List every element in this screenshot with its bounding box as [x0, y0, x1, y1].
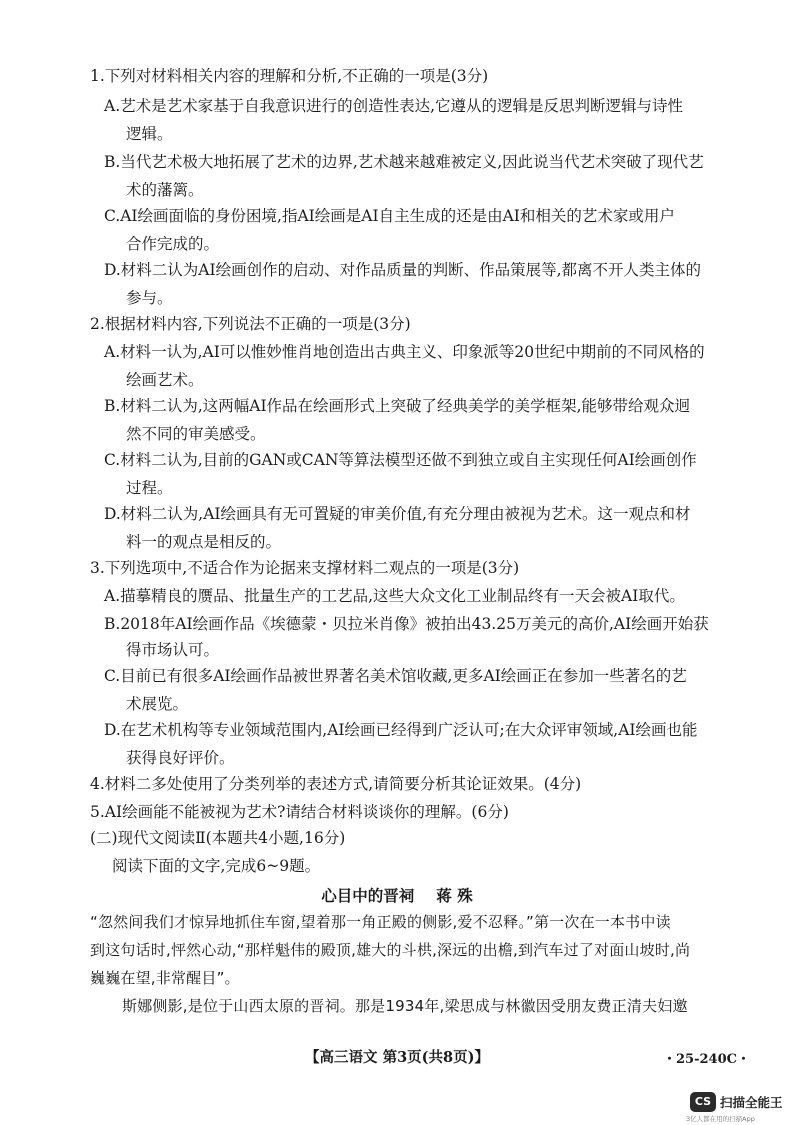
question-3-option-c: C.目前已有很多AI绘画作品被世界著名美术馆收藏,更多AI绘画正在参加一些著名的艺: [104, 667, 687, 685]
question-1-option-a: A.艺术是艺术家基于自我意识进行的创造性表达,它遵从的逻辑是反思判断逻辑与诗性: [104, 97, 684, 115]
question-3-option-a: A.描摹精良的赝品、批量生产的工艺品,这些大众文化工业制品终有一天会被AI取代。: [104, 587, 685, 605]
article-paragraph-1-line-3: 巍巍在望,非常醒目”。: [90, 969, 240, 987]
question-5: 5.AI绘画能不能被视为艺术?请结合材料谈谈你的理解。(6分): [90, 803, 509, 821]
scanner-tagline: 3亿人都在用的扫描App: [686, 1115, 755, 1123]
section-heading: (二)现代文阅读Ⅱ(本题共4小题,16分): [90, 829, 346, 847]
question-2-option-b: B.材料二认为,这两幅AI作品在绘画形式上突破了经典美学的美学框架,能够带给观众迥: [104, 397, 690, 415]
question-1-option-b: B.当代艺术极大地拓展了艺术的边界,艺术越来越难被定义,因此说当代艺术突破了现代艺: [104, 153, 704, 171]
exam-code: ・25-240C・: [663, 1052, 750, 1067]
article-author: 蒋 殊: [436, 887, 473, 905]
article-paragraph-1-line-1: “忽然间我们才惊异地抓住车窗,望着那一角正殿的侧影,爱不忍释。”第一次在一本书中读: [90, 913, 671, 931]
question-1-stem: 1.下列对材料相关内容的理解和分析,不正确的一项是(3分): [90, 67, 489, 85]
question-2-option-c: C.材料二认为,目前的GAN或CAN等算法模型还做不到独立或自主实现任何AI绘画创作: [104, 451, 697, 469]
question-2-option-d: D.材料二认为,AI绘画具有无可置疑的审美价值,有充分理由被视为艺术。这一观点和材: [104, 505, 691, 523]
question-2-option-a: A.材料一认为,AI可以惟妙惟肖地创造出古典主义、印象派等20世纪中期前的不同风格的: [104, 343, 705, 361]
question-4: 4.材料二多处使用了分类列举的表述方式,请简要分析其论证效果。(4分): [90, 775, 582, 793]
question-1-option-d-cont: 参与。: [126, 289, 173, 307]
scanner-logo-icon: CS: [690, 1092, 716, 1112]
question-2-option-a-cont: 绘画艺术。: [126, 371, 204, 389]
question-3-option-d-cont: 获得良好评价。: [126, 749, 235, 767]
question-1-option-c-cont: 合作完成的。: [126, 235, 220, 253]
question-2-option-c-cont: 过程。: [126, 479, 173, 497]
article-paragraph-2-line-1: 斯娜侧影,是位于山西太原的晋祠。那是1934年,梁思成与林徽因受朋友费正清夫妇邀: [122, 997, 688, 1015]
question-1-option-c: C.AI绘画面临的身份困境,指AI绘画是AI自主生成的还是由AI和相关的艺术家或用户: [104, 207, 675, 225]
question-1-option-b-cont: 术的藩篱。: [126, 181, 204, 199]
article-paragraph-1-line-2: 到这句话时,怦然心动,“那样魁伟的殿顶,雄大的斗栱,深远的出檐,到汽车过了对面山坡时,尚: [90, 941, 691, 959]
question-3-option-b-cont: 得市场认可。: [126, 641, 220, 659]
question-3-option-b: B.2018年AI绘画作品《埃德蒙・贝拉米肖像》被拍出43.25万美元的高价,AI绘画开始获: [104, 615, 709, 633]
question-3-stem: 3.下列选项中,不适合作为论据来支撑材料二观点的一项是(3分): [90, 559, 520, 577]
question-1-option-a-cont: 逻辑。: [126, 125, 173, 143]
scanner-watermark: [686, 1092, 794, 1123]
question-3-option-d: D.在艺术机构等专业领域范围内,AI绘画已经得到广泛认可;在大众评审领域,AI绘画也能: [104, 721, 698, 739]
question-2-option-d-cont: 料一的观点是相反的。: [126, 533, 282, 551]
article-title-line: [0, 884, 794, 906]
question-2-stem: 2.根据材料内容,下列说法不正确的一项是(3分): [90, 315, 411, 333]
question-3-option-c-cont: 术展览。: [126, 695, 189, 713]
question-2-option-b-cont: 然不同的审美感受。: [126, 425, 266, 443]
page-footer: 【高三语文 第3页(共8页)】: [305, 1049, 489, 1066]
question-1-option-d: D.材料二认为AI绘画创作的启动、对作品质量的判断、作品策展等,都离不开人类主体的: [104, 261, 702, 279]
section-instruction: 阅读下面的文字,完成6~9题。: [112, 857, 321, 875]
article-title: 心目中的晋祠: [321, 887, 415, 905]
scanner-app-name: 扫描全能王: [720, 1095, 783, 1110]
